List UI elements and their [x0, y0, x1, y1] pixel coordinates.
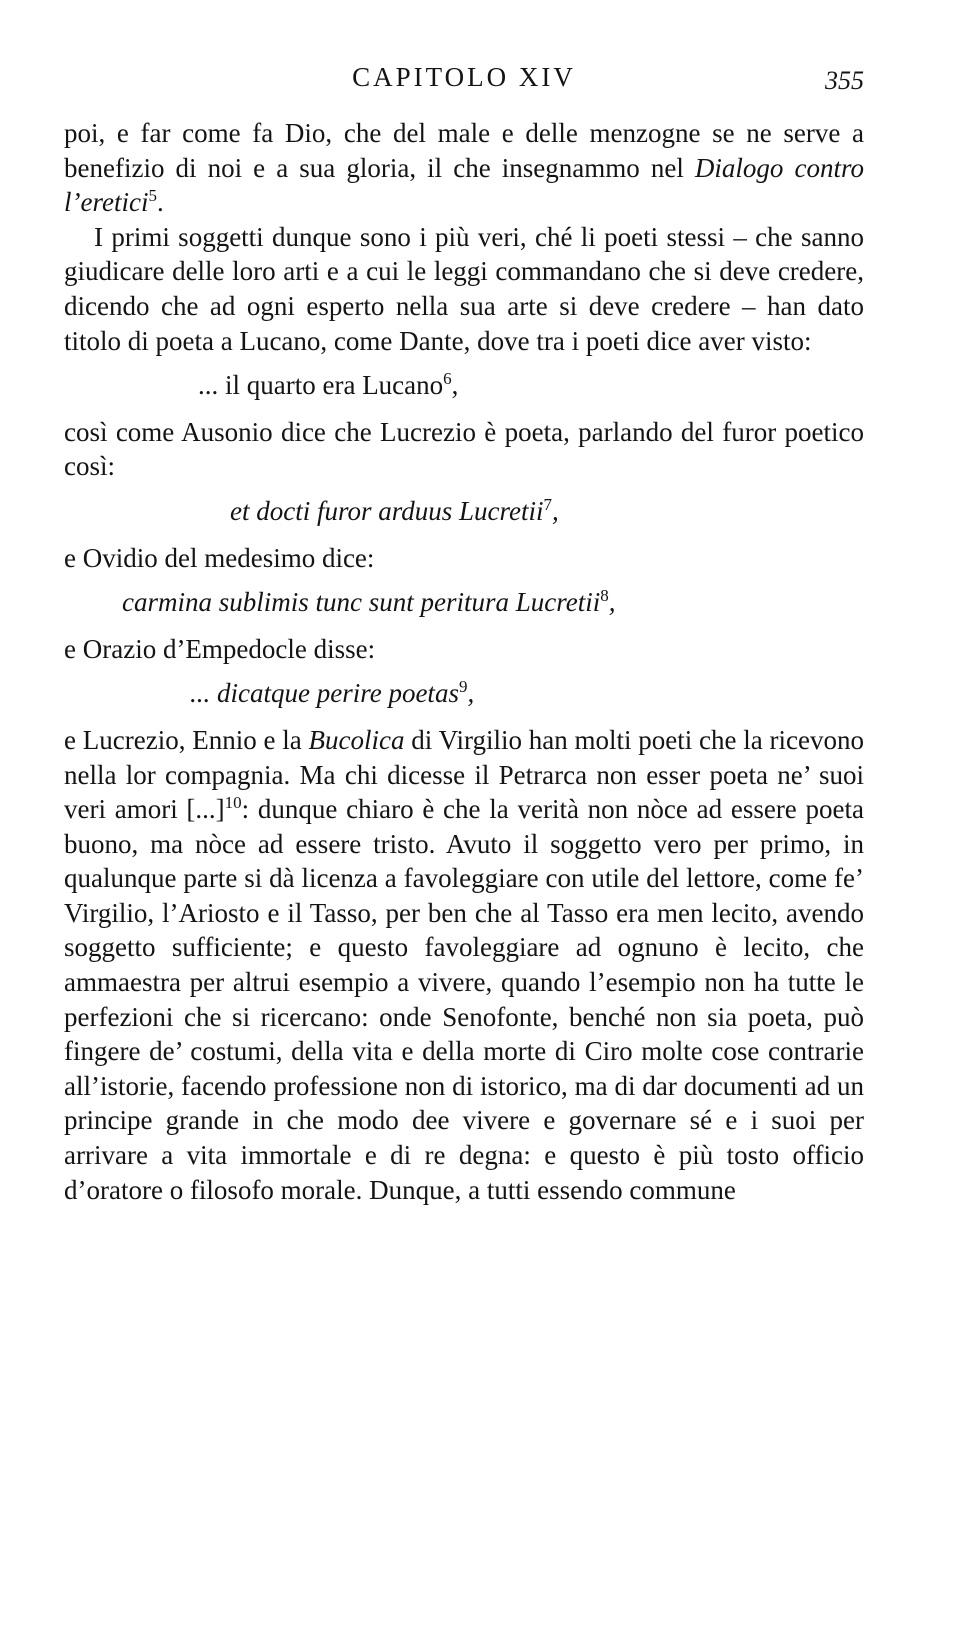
verse-quotation: [64, 494, 864, 529]
quotation-text: ... il quarto era Lucano: [198, 370, 444, 401]
footnote-ref: 9: [458, 677, 468, 697]
quotation-text: et docti furor arduus Lucretii: [230, 495, 544, 526]
paragraph: e Ovidio del medesimo dice:: [64, 542, 375, 573]
footnote-ref: 8: [600, 586, 609, 606]
footnote-ref: 6: [443, 369, 452, 389]
punctuation: ,: [608, 587, 616, 618]
punctuation: ,: [467, 678, 475, 709]
paragraph-text: poi, e far come fa Dio, che del male e delle menzogne se ne serve a benefizio di noi e a sua gloria, il che insegnammo nel: [64, 118, 864, 183]
running-title: CAPITOLO XIV: [352, 62, 576, 92]
paragraph: così come Ausonio dice che Lucrezio è poeta, parlando del furor poetico così:: [64, 416, 864, 482]
page-header: [64, 62, 864, 102]
paragraph-text: di Virgilio han molti poeti che la ricevono nella lor compagnia. Ma chi dicesse il Petrarca non esser poeta ne’ suoi veri amori [...]: [64, 724, 865, 825]
page-number: 355: [825, 66, 864, 95]
verse-quotation: [64, 676, 864, 711]
footnote-ref: 10: [224, 793, 242, 813]
paragraph-text: : dunque chiaro è che la verità non nòce ad essere poeta buono, ma nòce ad essere tristo. Avuto il soggetto vero per primo, in qualunque parte si dà licenza a favoleggiare con utile del lettore, come fe’ Virgilio, l’Ariosto e il Tasso, per ben che al Tasso era men lecito, avendo soggetto sufficiente; e questo favoleggiare ad ognuno è lecito, che ammaestra per altrui esempio a vivere, quando l’esempio non ha tutte le perfezioni che si ricercano: onde Senofonte, benché non sia poeta, può fingere de’ costumi, della vita e della morte di Ciro molte cose contrarie all’istorie, facendo professione non di istorico, ma di dar documenti ad un principe grande in che modo dee vivere e governare sé e i suoi per arrivare a vita immortale e di re degna: e questo è più tosto officio d’oratore o filosofo morale. Dunque, a tutti essendo commune: [64, 794, 864, 1205]
punctuation: ,: [451, 370, 459, 401]
paragraph: e Orazio d’Empedocle disse:: [64, 633, 376, 664]
punctuation: .: [156, 187, 164, 218]
punctuation: ,: [552, 495, 559, 526]
body-text: [64, 116, 864, 1207]
paragraph: [64, 116, 864, 220]
paragraph: I primi soggetti dunque sono i più veri, ché li poeti stessi – che sanno giudicare delle loro arti e a cui le leggi commandano che si deve credere, dicendo che ad ogni esperto nella sua arte si deve credere – han dato titolo di poeta a Lucano, come Dante, dove tra i poeti dice aver visto:: [64, 221, 864, 356]
paragraph: [64, 723, 864, 1207]
paragraph-text: e Lucrezio, Ennio e la: [64, 724, 309, 755]
work-title: Dialogo contro l’eretici: [64, 152, 864, 218]
footnote-ref: 5: [148, 186, 157, 206]
quotation-text: ... dicatque perire poetas: [190, 678, 459, 709]
work-title: Bucolica: [308, 724, 405, 755]
verse-quotation: [64, 368, 864, 403]
quotation-text: carmina sublimis tunc sunt peritura Lucretii: [122, 587, 601, 618]
footnote-ref: 7: [543, 494, 552, 514]
verse-quotation: [64, 585, 864, 620]
